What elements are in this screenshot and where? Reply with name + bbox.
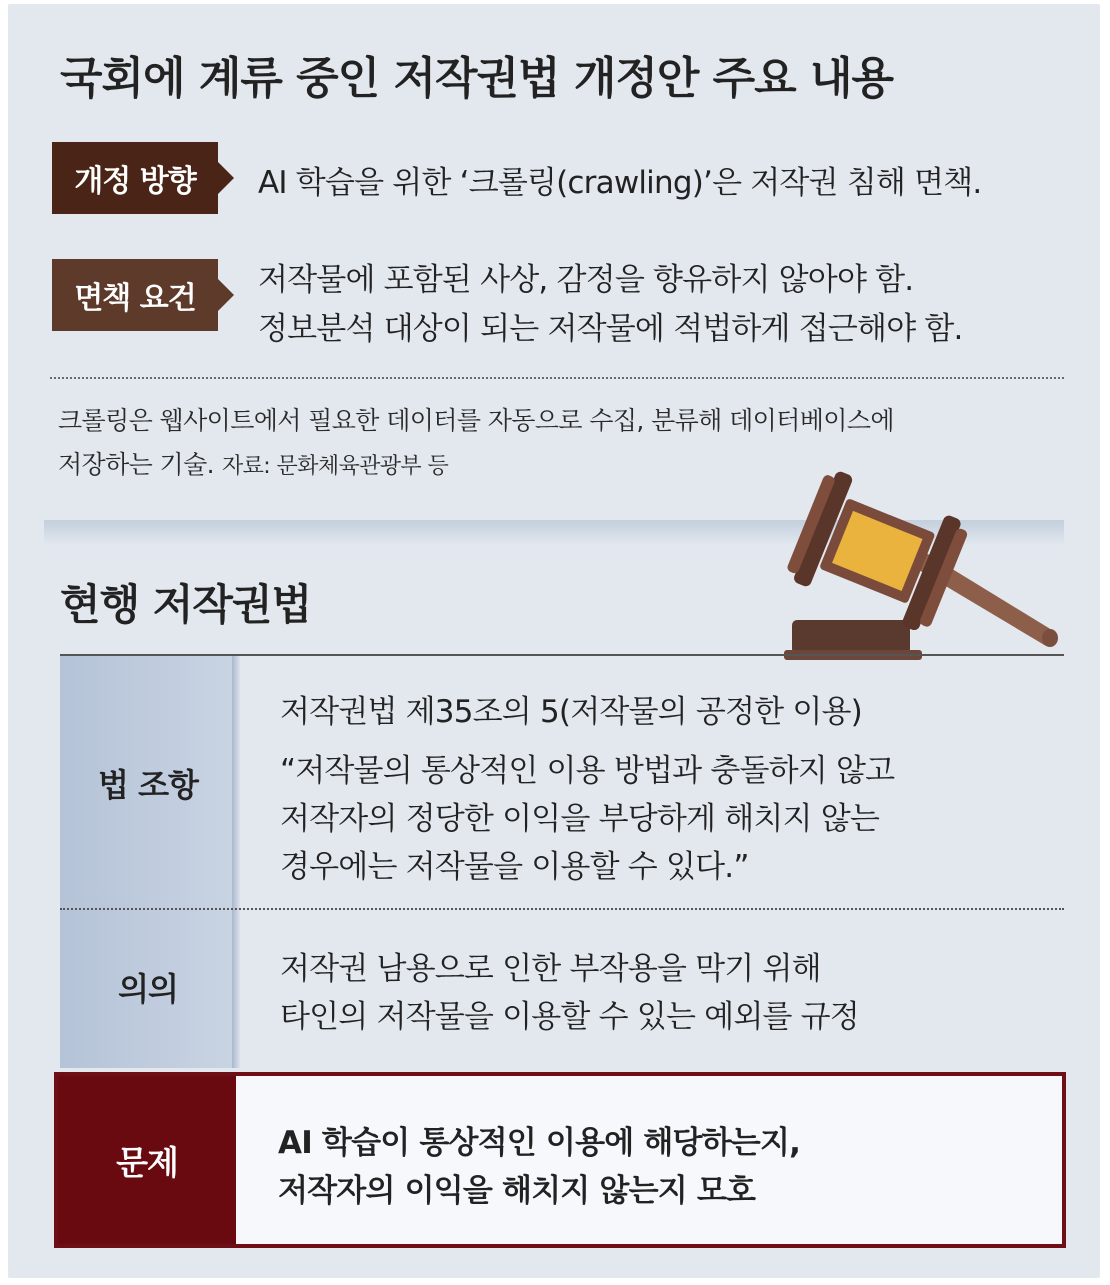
problem-line-1: AI 학습이 통상적인 이용에 해당하는지, xyxy=(278,1125,801,1161)
note-line-1: 크롤링은 웹사이트에서 필요한 데이터를 자동으로 수집, 분류해 데이터베이스에 xyxy=(58,406,894,435)
direction-tag: 개정 방향 xyxy=(52,142,218,214)
direction-text: AI 학습을 위한 ‘크롤링(crawling)’은 저작권 침해 면책. xyxy=(258,165,982,201)
dotted-divider xyxy=(50,377,1064,379)
meaning-line-1: 저작권 남용으로 인한 부작용을 막기 위해 xyxy=(280,951,821,987)
article-line-1: 저작권법 제35조의 5(저작물의 공정한 이용) xyxy=(280,694,862,730)
note-line-2 xyxy=(58,445,448,481)
article-line-3: 저작자의 정당한 이익을 부당하게 해치지 않는 xyxy=(280,801,880,837)
exemption-tag: 면책 요건 xyxy=(52,259,218,331)
article-label: 법 조항 xyxy=(98,766,198,804)
note-line-2-text: 저장하는 기술. xyxy=(58,450,214,479)
meaning-line-2: 타인의 저작물을 이용할 수 있는 예외를 규정 xyxy=(280,999,859,1035)
article-line-4: 경우에는 저작물을 이용할 수 있다.” xyxy=(280,849,749,885)
exemption-line-2: 정보분석 대상이 되는 저작물에 적법하게 접근해야 함. xyxy=(258,311,963,347)
problem-line-2: 저작자의 이익을 해치지 않는지 모호 xyxy=(278,1173,756,1209)
gavel-icon xyxy=(770,470,1070,670)
source-credit: 자료: 문화체육관광부 등 xyxy=(222,454,449,479)
exemption-line-1: 저작물에 포함된 사상, 감정을 향유하지 않아야 함. xyxy=(258,262,914,298)
meaning-label: 의의 xyxy=(118,970,178,1008)
row-divider xyxy=(60,908,1064,910)
problem-label: 문제 xyxy=(58,1076,236,1244)
page-title: 국회에 계류 중인 저작권법 개정안 주요 내용 xyxy=(60,53,893,104)
article-line-2: “저작물의 통상적인 이용 방법과 충돌하지 않고 xyxy=(280,753,895,789)
section-title: 현행 저작권법 xyxy=(60,580,312,629)
